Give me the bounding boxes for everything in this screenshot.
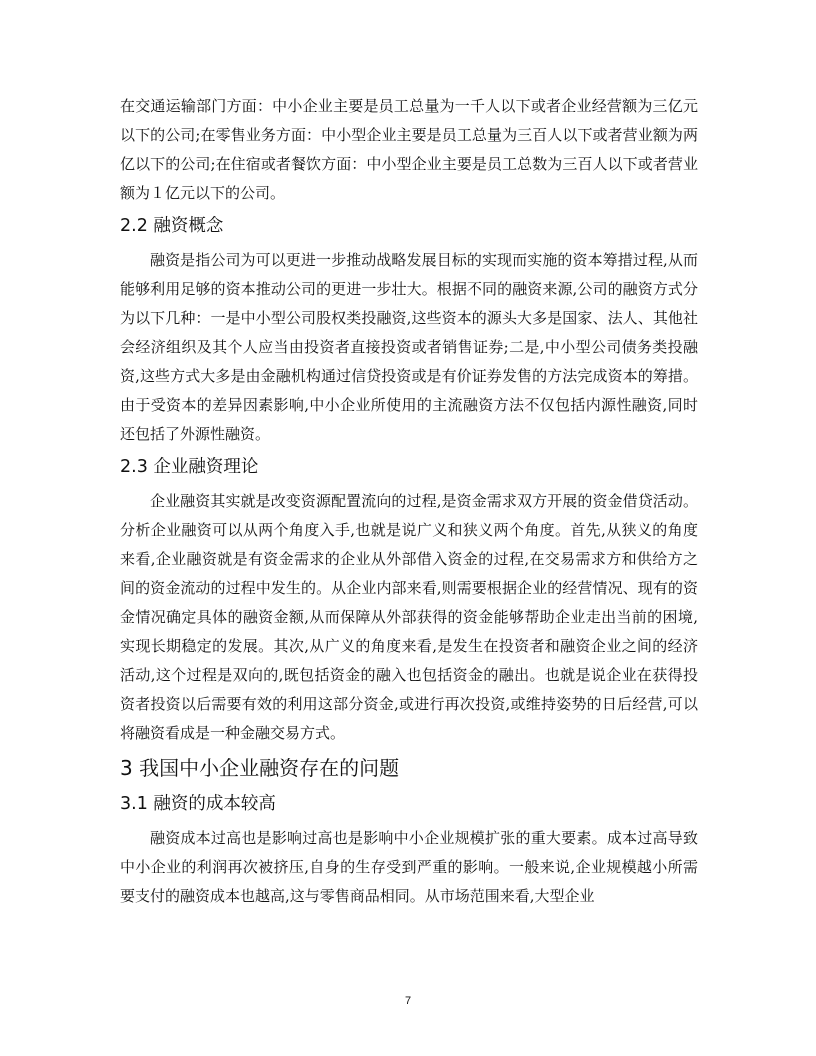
section-heading: 2.2 融资概念 [120,216,224,236]
page-number: 7 [404,995,412,1007]
page-content [120,92,698,911]
paragraph: 在交通运输部门方面：中小企业主要是员工总量为一千人以下或者企业经营额为三亿元以下的公司;在零售业务方面：中小型企业主要是员工总量为三百人以下或者营业额为两亿以下的公司;在住宿或者餐饮方面：中小型企业主要是员工总数为三百人以下或者营业额为１亿元以下的公司。 [120,97,698,202]
paragraph: 融资是指公司为可以更进一步推动战略发展目标的实现而实施的资本筹措过程,从而能够利用足够的资本推动公司的更进一步壮大。根据不同的融资来源,公司的融资方式分为以下几种：一是中小型公司股权类投融资,这些资本的源头大多是国家、法人、其他社会经济组织及其个人应当由投资者直接投资或者销售证券;二是,中小型公司债务类投融资,这些方式大多是由金融机构通过信贷投资或是有价证券发售的方法完成资本的筹措。由于受资本的差异因素影响,中小企业所使用的主流融资方法不仅包括内源性融资,同时还包括了外源性融资。 [120,251,698,443]
section-heading: 3.1 融资的成本较高 [120,794,276,814]
paragraph: 企业融资其实就是改变资源配置流向的过程,是资金需求双方开展的资金借贷活动。分析企业融资可以从两个角度入手,也就是说广义和狭义两个角度。首先,从狭义的角度来看,企业融资就是有资金需求的企业从外部借入资金的过程,在交易需求方和供给方之间的资金流动的过程中发生的。从企业内部来看,则需要根据企业的经营情况、现有的资金情况确定具体的融资金额,从而保障从外部获得的资金能够帮助企业走出当前的困境,实现长期稳定的发展。其次,从广义的角度来看,是发生在投资者和融资企业之间的经济活动,这个过程是双向的,既包括资金的融入也包括资金的融出。也就是说企业在获得投资者投资以后需要有效的利用这部分资金,或进行再次投资,或维持姿势的日后经营,可以将融资看成是一种金融交易方式。 [120,492,698,742]
section-heading: 2.3 企业融资理论 [120,457,259,477]
chapter-heading: 3 我国中小企业融资存在的问题 [120,756,400,780]
paragraph: 融资成本过高也是影响过高也是影响中小企业规模扩张的重大要素。成本过高导致中小企业的利润再次被挤压,自身的生存受到严重的影响。一般来说,企业规模越小所需要支付的融资成本也越高,这与零售商品相同。从市场范围来看,大型企业 [120,829,698,905]
